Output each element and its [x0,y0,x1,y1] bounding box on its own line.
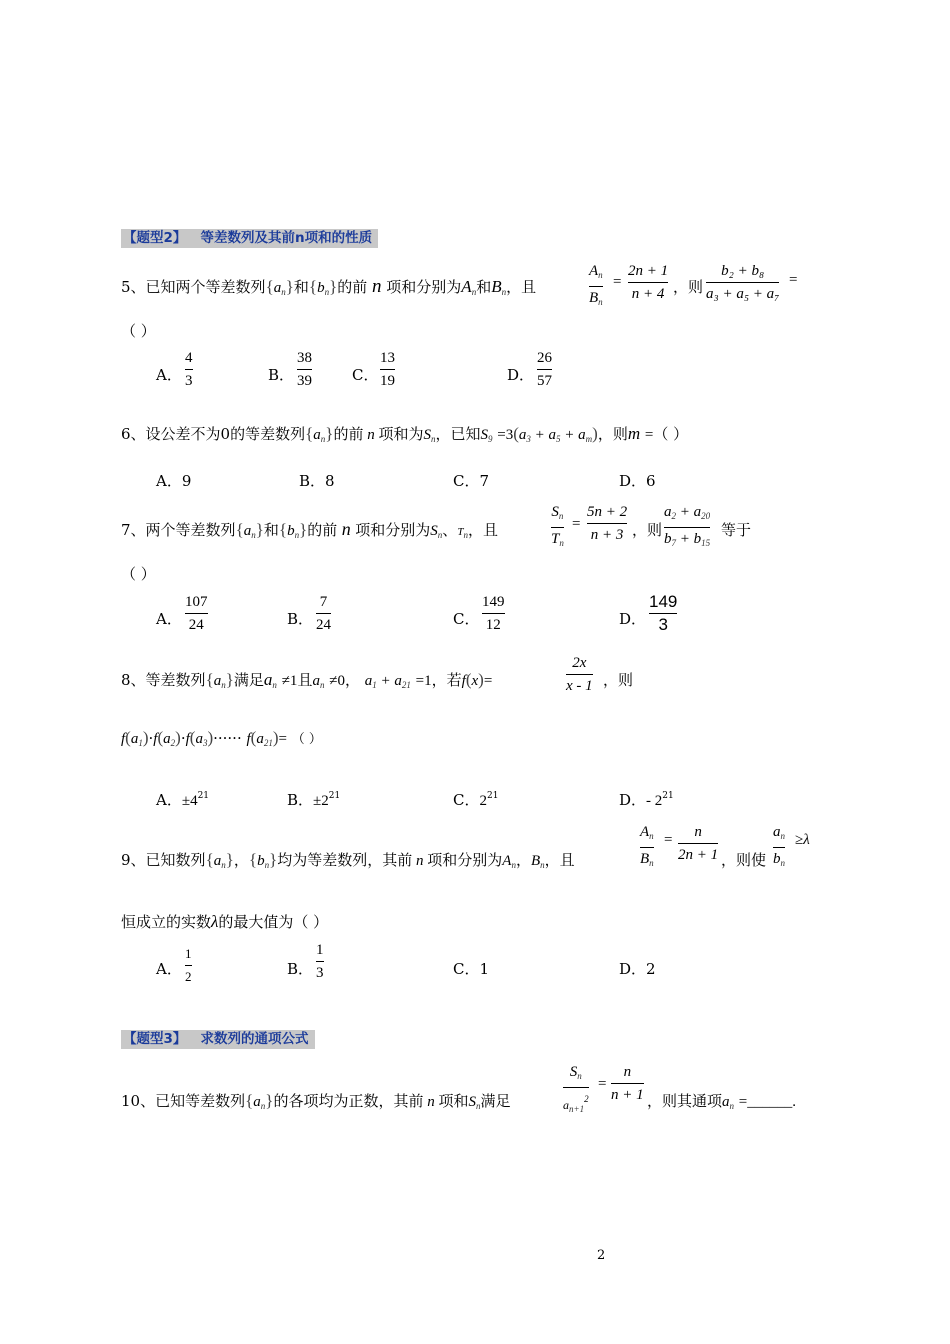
q5-option-d[interactable]: D． [507,366,535,384]
q5-option-b[interactable]: B． [268,366,295,384]
q7-option-b[interactable]: B． [287,610,314,628]
q7-option-d-value: 149 3 [649,592,678,634]
q5-option-d-value: 26 57 [537,350,552,389]
q8-option-c[interactable]: C．$2^{21}$ [453,791,499,809]
section-header-type2: 【题型2】 等差数列及其前n项和的性质 [121,229,378,248]
q10-rhs-fraction: n n + 1 [611,1064,644,1103]
q9-option-d[interactable]: D．2 [619,960,656,978]
q6-option-b[interactable]: B．8 [299,472,335,490]
question-8-stem: 8、等差数列$\{a_n\}$满足$a_n \ne 1$且$a_n \ne 0$， $a_1 + a_{21} =1$，若f(x)= [121,670,493,690]
q7-answer-paren: （ ） [121,565,156,583]
q9-ratio-AB: $A_n$ $B_n$ [640,824,654,868]
q9-option-a-value: 1 2 [185,946,192,984]
q7-option-b-value: 7 24 [316,594,331,633]
q5-option-a[interactable]: A． [156,366,182,384]
q8-option-a[interactable]: A．$\pm 4^{21}$ [156,791,210,809]
q9-then: ，则使 [721,851,767,869]
q9-ratio-ab: $a_n$ $b_n$ [773,824,785,868]
q7-option-c[interactable]: C． [453,610,480,628]
section-header-type3: 【题型3】 求数列的通项公式 [121,1030,315,1049]
q5-then: ，则 [673,278,704,296]
q9-option-a[interactable]: A． [156,960,182,978]
q8-option-b[interactable]: B．$\pm 2^{21}$ [287,791,341,809]
question-10-stem: 10、已知等差数列$\{a_n\}$的各项均为正数，其前 n 项和$S_n$满足 [121,1091,511,1111]
q5-option-b-value: 38 39 [297,350,312,389]
q8-option-d[interactable]: D．- $2^{21}$ [619,791,674,809]
question-9-stem: 9、已知数列$\{a_n\}$，$\{b_n\}$均为等差数列，其前 n 项和分别为$A_n$，$B_n$，且 [121,850,575,870]
q6-option-d[interactable]: D．6 [619,472,656,490]
q7-target-fraction: $a_2 + a_{20}$ $b_7 + b_{15}$ [664,504,711,548]
question-6-stem: 6、设公差不为0的等差数列$\{a_n\}$的前 n 项和为$S_n$，已知$S_9 =3(a_3 + a_5 + a_m)$，则m =（ ） [121,424,689,444]
q9-option-c[interactable]: C．1 [453,960,490,978]
q7-option-d[interactable]: D． [619,610,647,628]
q8-function-fraction: 2x x - 1 [566,655,593,694]
q10-tail: ，则其通项$a_n$ =______. [647,1092,797,1111]
q7-equals-text: 等于 [721,521,752,539]
page-number: 2 [597,1248,606,1263]
question-9-line2: 恒成立的实数λ的最大值为（ ） [121,912,329,931]
q9-option-b[interactable]: B． [287,960,314,978]
q5-answer-paren: （ ） [121,322,156,340]
q6-option-a[interactable]: A．9 [156,472,192,490]
q9-ratio-value: n 2n + 1 [678,824,719,863]
q5-option-a-value: 4 3 [185,350,193,389]
q5-option-c[interactable]: C． [352,366,379,384]
q7-option-a[interactable]: A． [156,610,182,628]
q5-ratio-AB: $A_n$ $B_n$ [589,263,603,307]
q5-option-c-value: 13 19 [380,350,395,389]
q7-ratio-value: 5n + 2 n + 3 [587,504,628,543]
q8-then: ，则 [603,671,634,689]
q6-option-c[interactable]: C．7 [453,472,490,490]
q9-option-b-value: 1 3 [316,942,324,981]
q5-ratio-value: 2n + 1 n + 4 [628,263,669,302]
q10-lhs-fraction: $S_n$ $a_{n+1}^2$ [563,1064,589,1114]
q7-option-a-value: 107 24 [185,594,208,633]
q7-option-c-value: 149 12 [482,594,505,633]
q7-ratio-ST: $S_n$ $T_n$ [551,504,564,548]
q8-product-expression: $f(a_1)\cdot f(a_2)\cdot f(a_3)\cdot\cdot\cdot\cdot\cdot\cdot f(a_{21})=$ （ ） [121,728,322,748]
q7-then: ，则 [632,521,663,539]
q5-target-fraction: b₂ + b₈ a₃ + a₅ + a₇ [706,263,780,302]
question-5-stem: 5、已知两个等差数列$\{a_n\}$和$\{b_n\}$的前 n 项和分别为$A_n$和$B_n$，且 [121,276,537,297]
question-7-stem: 7、两个等差数列$\{a_n\}$和$\{b_n\}$的前 n 项和分别为$S_n$、$T_n$，且 [121,519,498,540]
